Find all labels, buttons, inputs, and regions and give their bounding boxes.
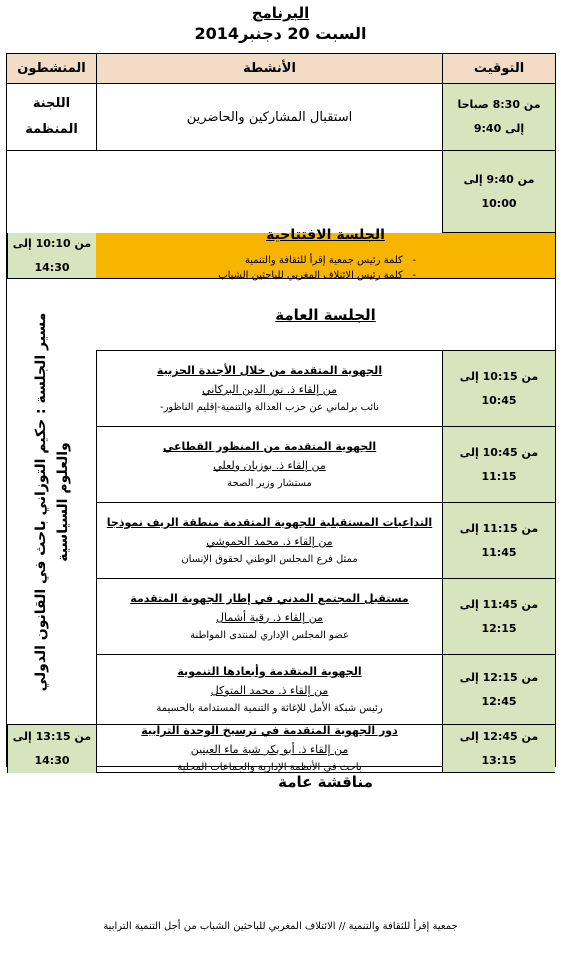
discussion-time: من 13:15 إلى 14:30 xyxy=(7,725,96,773)
talk-item xyxy=(96,503,442,579)
talk-time: من 10:45 إلى 11:15 xyxy=(442,427,555,503)
welcome-time: من 8:30 صباحا إلى 9:40 xyxy=(442,84,555,151)
opening-speech: - كلمة رئيس الائتلاف المغربي للباحثين الشباب xyxy=(218,270,403,281)
talk-title: مستقبل المجتمع المدني في إطار الجهوية المتقدمة xyxy=(130,592,409,605)
session-chair: مسير الجلسة : حكيم التوزاني باحث في القانون الدولي والعلوم السياسية xyxy=(32,312,71,691)
talk-title: الجهوية المتقدمة من خلال الأجندة الحزبية xyxy=(156,364,383,377)
talk-time: من 12:15 إلى 12:45 xyxy=(442,655,555,725)
talk-time: من 11:15 إلى 11:45 xyxy=(442,503,555,579)
talk-speaker-role: باحث في الأنظمة الإدارية والجماعات المحلية xyxy=(177,762,362,773)
footer-organizers: جمعية إقرأ للثقافة والتنمية // الائتلاف المغربي للباحثين الشباب من أجل التنمية الترابية xyxy=(103,921,458,932)
talk-speaker-role: رئيس شبكة الأمل للإغاثة و التنمية المستدامة بالحسيمة xyxy=(156,703,383,714)
talk-title: الجهوية المتقدمة من المنظور القطاعي xyxy=(162,440,377,453)
talk-speaker: من إلقاء ذ. محمد الحموشي xyxy=(206,535,333,548)
talk-time: من 11:45 إلى 12:15 xyxy=(442,579,555,655)
talk-speaker-role: عضو المجلس الإداري لمنتدى المواطنة xyxy=(190,630,349,641)
talk-item xyxy=(96,725,442,773)
talk-title: الجهوية المتقدمة وأبعادها التنموية xyxy=(177,665,362,678)
discussion-title: مناقشة عامة xyxy=(278,773,373,791)
talk-item xyxy=(96,351,442,427)
talk-title: التداعيات المستقبلية للجهوية المتقدمة منطقة الريف نموذجا xyxy=(106,516,433,529)
talk-time: من 10:15 إلى 10:45 xyxy=(442,351,555,427)
talk-speaker: من إلقاء ذ. رقية أشمال xyxy=(216,611,323,624)
header-facilitators: المنشطون xyxy=(7,54,96,84)
general-time: من 10:10 إلى 14:30 xyxy=(7,233,96,279)
header-time: التوقيت xyxy=(442,54,555,84)
header-activities: الأنشطة xyxy=(96,54,442,84)
welcome-activity: استقبال المشاركين والحاضرين xyxy=(96,84,442,151)
program-title: البرنامج xyxy=(251,4,310,22)
opening-title: الجلسة الافتتاحية xyxy=(266,226,385,243)
talk-speaker-role: نائب برلماني عن حزب العدالة والتنمية-إقليم الناظور- xyxy=(159,402,380,413)
talk-item xyxy=(96,427,442,503)
talk-item xyxy=(96,655,442,725)
opening-time: من 9:40 إلى 10:00 xyxy=(442,151,555,233)
page-header xyxy=(0,4,561,43)
talk-speaker: من إلقاء ذ. أبو بكر شبة ماء العينين xyxy=(190,743,349,756)
talk-time: من 12:45 إلى 13:15 xyxy=(442,725,555,773)
talk-title: دور الجهوية المتقدمة في ترسيخ الوحدة الترابية xyxy=(141,724,398,737)
talk-item xyxy=(96,579,442,655)
opening-speech: - كلمة رئيس جمعية إقرأ للثقافة والتنمية xyxy=(218,255,403,266)
session-chair-cell xyxy=(7,279,96,725)
talk-speaker: من إلقاء ذ. بوزيان ولعلي xyxy=(213,459,326,472)
general-session-title: الجلسة العامة xyxy=(96,279,555,351)
talk-speaker-role: ممثل فرع المجلس الوطني لحقوق الإنسان xyxy=(181,554,358,565)
talk-speaker: من إلقاء ذ. محمد المتوكل xyxy=(210,684,329,697)
talk-speaker-role: مستشار وزير الصحة xyxy=(227,478,312,489)
opening-session xyxy=(96,226,555,281)
talk-speaker: من إلقاء ذ. نور الدين البركاني xyxy=(202,383,337,396)
welcome-facilitator: اللجنة المنظمة xyxy=(7,84,96,151)
program-date: السبت 20 دجنبر2014 xyxy=(194,24,367,43)
program-table xyxy=(6,53,556,791)
